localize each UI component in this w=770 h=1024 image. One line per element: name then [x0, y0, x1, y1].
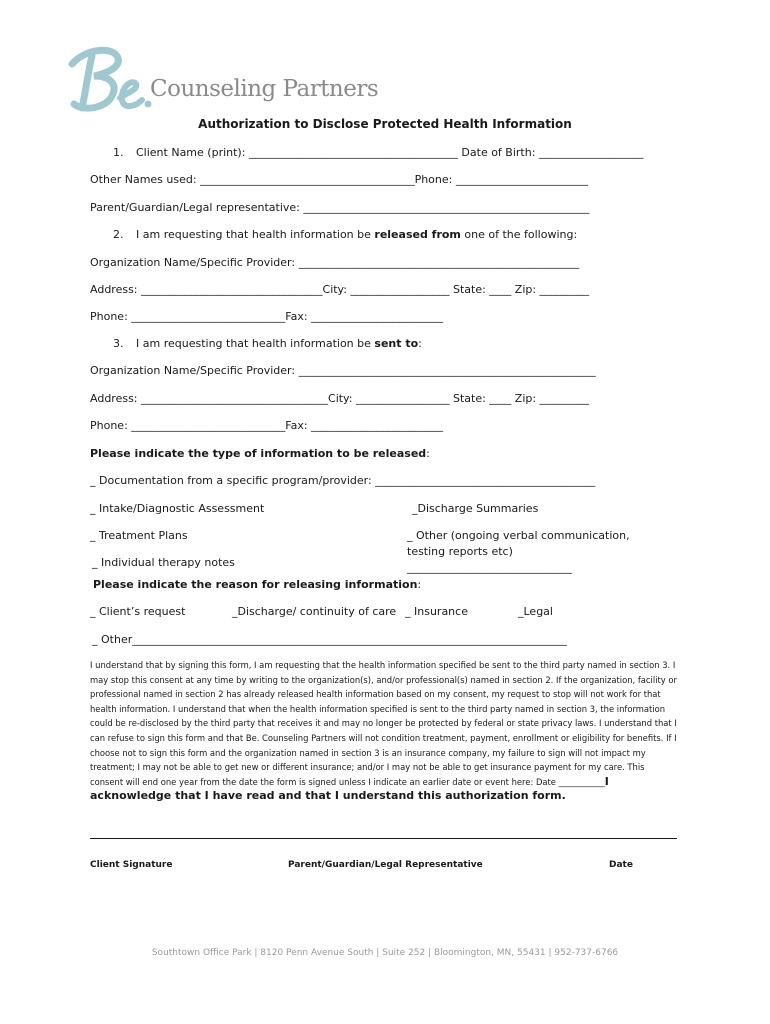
consent-paragraph	[90, 658, 680, 804]
form-title: Authorization to Disclose Protected Health Information	[198, 117, 572, 131]
s2-address-field[interactable]: Address: _________________________________City: __________________ State: ____ Zip: _________	[90, 283, 590, 296]
info-type-heading-text: Please indicate the type of information to be released	[90, 447, 427, 460]
reason-insurance[interactable]: _ Insurance	[405, 605, 468, 618]
reason-other[interactable]: _ Other_______________________________________________________________________________	[92, 633, 567, 646]
info-type-heading	[90, 447, 430, 461]
info-type-heading-colon: :	[426, 447, 430, 460]
guardian-field[interactable]: Parent/Guardian/Legal representative: ____________________________________________________	[90, 201, 590, 214]
section-2-prefix: I am requesting that health information be	[136, 228, 375, 241]
other-names-field[interactable]: Other Names used: _______________________________________Phone: ________________________	[90, 173, 588, 186]
s2-phone-field[interactable]: Phone: ____________________________Fax: ________________________	[90, 310, 444, 323]
reason-legal[interactable]: _Legal	[518, 605, 553, 618]
s3-address-field[interactable]: Address: __________________________________City: _________________ State: ____ Zip: _________	[90, 392, 590, 405]
reason-heading-colon: :	[417, 578, 422, 591]
section-3-heading	[136, 337, 422, 351]
option-discharge-summaries[interactable]: _Discharge Summaries	[412, 502, 539, 515]
section-2-number: 2.	[113, 228, 124, 241]
option-intake-assessment[interactable]: _ Intake/Diagnostic Assessment	[90, 502, 265, 515]
section-3-prefix: I am requesting that health information be	[136, 337, 375, 350]
client-name-field[interactable]: Client Name (print): ______________________________________ Date of Birth: ___________________	[136, 146, 644, 159]
option-documentation[interactable]: _ Documentation from a specific program/provider: ________________________________________	[90, 474, 596, 487]
option-other-type[interactable]: _ Other (ongoing verbal communication, testing reports etc) ______________________________	[407, 529, 630, 574]
footer-address: Southtown Office Park | 8120 Penn Avenue South | Suite 252 | Bloomington, MN, 55431 | 952-737-6766	[151, 948, 619, 958]
option-individual-therapy[interactable]: _ Individual therapy notes	[92, 556, 235, 569]
released-from-label: released from	[374, 228, 461, 241]
reason-heading-text: Please indicate the reason for releasing information	[93, 578, 418, 591]
date-label: Date	[609, 860, 633, 870]
s3-organization-field[interactable]: Organization Name/Specific Provider: ______________________________________________________	[90, 364, 596, 377]
sent-to-label: sent to	[374, 337, 419, 350]
client-signature-label: Client Signature	[90, 860, 173, 870]
section-3-number: 3.	[113, 337, 124, 350]
section-2-heading	[136, 228, 577, 242]
be-logo-mark-icon	[66, 42, 156, 122]
s2-organization-field[interactable]: Organization Name/Specific Provider: ___________________________________________________	[90, 256, 580, 269]
reason-heading	[93, 578, 421, 592]
brand-name: Counseling Partners	[150, 76, 379, 102]
section-2-suffix: one of the following:	[460, 228, 578, 241]
consent-text: I understand that by signing this form, I am requesting that the health information specified be sent to the third party named in section 3. I may stop this consent at any time by writing to the organization(s), and/or professional(s) named in section 2. If the organization, facility or professional named in section 2 has already released health information based on my consent, my request to stop will not work for that health information. I understand that when the health information specified is sent to the third party named in section 3, the information could be re-disclosed by the third party that receives it and may no longer be protected by federal or state privacy laws. I understand that I can refuse to sign this form and that Be. Counseling Partners will not condition treatment, payment, enrollment or eligibility for benefits. If I choose not to sign this form and the organization named in section 3 is an insurance company, my failure to sign will not impact my treatment; I may not be able to get new or different insurance; and/or I may not be able to get insurance payment for my care. This consent will end one year from the date the form is signed unless I indicate an earlier date or event here: Date ___________	[90, 660, 677, 787]
s3-phone-field[interactable]: Phone: ____________________________Fax: ________________________	[90, 419, 444, 432]
section-1-number: 1.	[113, 146, 124, 159]
section-3-suffix: :	[418, 337, 422, 350]
acknowledgement-text: I acknowledge that I have read and that I understand this authorization form.	[90, 774, 609, 803]
option-treatment-plans[interactable]: _ Treatment Plans	[90, 529, 188, 542]
signature-line[interactable]	[90, 838, 677, 839]
reason-client-request[interactable]: _ Client’s request	[90, 605, 186, 618]
reason-discharge[interactable]: _Discharge/ continuity of care	[232, 605, 397, 618]
guardian-signature-label: Parent/Guardian/Legal Representative	[288, 860, 483, 870]
